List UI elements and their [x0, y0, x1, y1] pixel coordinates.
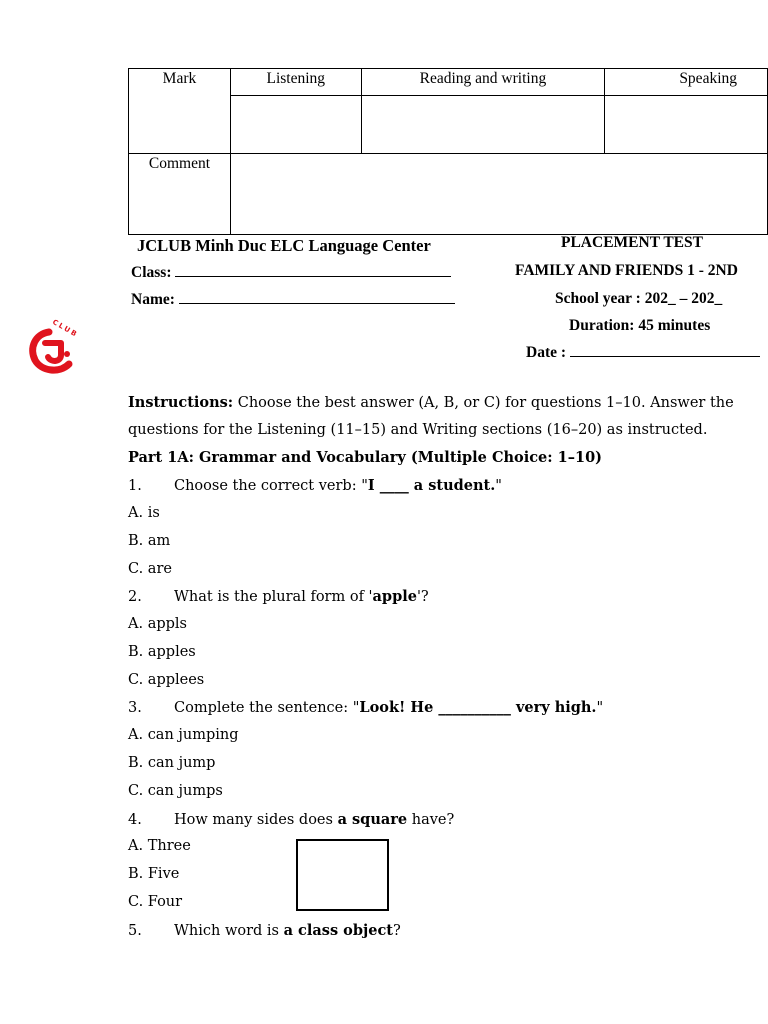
speaking-score-cell[interactable]	[605, 96, 768, 154]
name-label: Name:	[131, 291, 175, 308]
name-blank[interactable]	[179, 291, 455, 304]
q2-option-c[interactable]: C. applees	[128, 672, 205, 688]
q2-option-a[interactable]: A. appls	[128, 616, 187, 632]
question-5: 5. Which word is a class object?	[128, 922, 401, 939]
comment-cell[interactable]	[230, 154, 767, 235]
instructions-text-1: Choose the best answer (A, B, or C) for questions 1–10. Answer the	[233, 395, 734, 411]
school-year: School year : 202_ – 202_	[555, 290, 723, 307]
mark-label: Mark	[162, 70, 197, 87]
q2-option-b[interactable]: B. apples	[128, 644, 196, 660]
date-field[interactable]	[526, 344, 760, 362]
course-title: FAMILY AND FRIENDS 1 - 2ND	[515, 262, 738, 279]
question-number: 1.	[128, 478, 142, 494]
speaking-header	[605, 69, 768, 96]
instructions-line-1	[128, 394, 734, 411]
question-number: 5.	[128, 923, 142, 939]
instructions-label: Instructions:	[128, 394, 234, 411]
duration: Duration: 45 minutes	[569, 317, 711, 334]
date-label: Date :	[526, 344, 567, 361]
q4-option-a[interactable]: A. Three	[128, 838, 191, 854]
question-4: 4. How many sides does a square have?	[128, 811, 455, 828]
mark-table	[128, 68, 768, 235]
question-number: 2.	[128, 589, 142, 605]
listening-header	[230, 69, 361, 96]
center-name: JCLUB Minh Duc ELC Language Center	[137, 236, 431, 255]
q3-option-b[interactable]: B. can jump	[128, 755, 216, 771]
q1-option-c[interactable]: C. are	[128, 561, 172, 577]
class-blank[interactable]	[175, 264, 451, 277]
test-title: PLACEMENT TEST	[561, 234, 703, 251]
part-title: Part 1A: Grammar and Vocabulary (Multiple Choice: 1–10)	[128, 449, 603, 466]
listening-label: Listening	[266, 70, 326, 87]
q1-option-b[interactable]: B. am	[128, 533, 171, 549]
class-label: Class:	[131, 264, 172, 281]
jclub-logo-icon	[27, 318, 85, 376]
comment-label-cell	[129, 154, 231, 235]
logo-text: CLUB	[51, 318, 80, 340]
question-number: 4.	[128, 812, 142, 828]
reading-writing-header	[361, 69, 604, 96]
q4-option-c[interactable]: C. Four	[128, 894, 183, 910]
class-field[interactable]	[131, 264, 451, 282]
name-field[interactable]	[131, 291, 455, 309]
comment-label: Comment	[148, 155, 211, 172]
speaking-label: Speaking	[679, 70, 737, 87]
question-3: 3. Complete the sentence: "Look! He __________ very high."	[128, 699, 604, 716]
question-number: 3.	[128, 700, 142, 716]
q3-option-c[interactable]: C. can jumps	[128, 783, 223, 799]
q3-option-a[interactable]: A. can jumping	[128, 727, 239, 743]
question-2: 2. What is the plural form of 'apple'?	[128, 588, 429, 605]
reading-writing-score-cell[interactable]	[361, 96, 604, 154]
reading-writing-label: Reading and writing	[419, 70, 547, 87]
mark-header	[129, 69, 231, 154]
square-shape-icon	[296, 839, 389, 911]
date-blank[interactable]	[570, 344, 760, 357]
q4-option-b[interactable]: B. Five	[128, 866, 180, 882]
q1-option-a[interactable]: A. is	[128, 505, 160, 521]
listening-score-cell[interactable]	[230, 96, 361, 154]
question-1: 1. Choose the correct verb: "I ____ a student."	[128, 477, 502, 494]
instructions-line-2: questions for the Listening (11–15) and Writing sections (16–20) as instructed.	[128, 422, 708, 438]
